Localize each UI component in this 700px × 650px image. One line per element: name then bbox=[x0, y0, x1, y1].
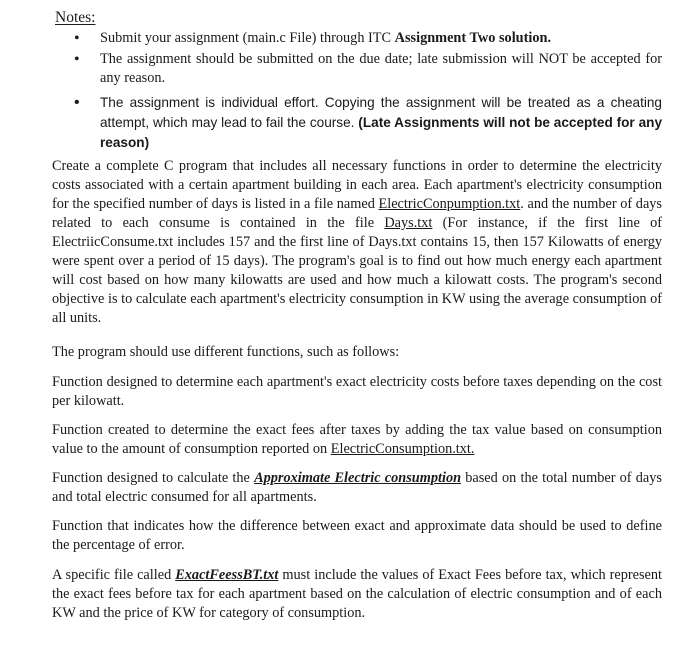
notes-heading: Notes: bbox=[55, 9, 96, 26]
output-file-paragraph bbox=[52, 566, 662, 623]
function-approximate bbox=[52, 469, 662, 507]
functions-intro: The program should use different functions, such as follows: bbox=[52, 344, 400, 360]
description-text-1: Create a complete C program that includes all necessary functions in order to determine the electricity costs associated with a certain apartment building in each area. Each apartment's electricity consumption for the specified number of days is listed in a file named bbox=[52, 158, 662, 212]
note-individual-bold: (Late Assignments will not be accepted for any reason) bbox=[100, 115, 663, 150]
days-filename: Days.txt bbox=[384, 215, 433, 231]
fees-after-tax-text: Function created to determine the exact fees after taxes by adding the tax value based on consumption value to the amount of consumption reported on bbox=[52, 422, 662, 457]
note-individual bbox=[72, 93, 662, 153]
note-individual-text: The assignment is individual effort. Copying the assignment will be treated as a cheating attempt, which may lead to fail the course. bbox=[100, 95, 662, 130]
exact-fees-filename: ExactFeessBT.txt bbox=[175, 567, 279, 583]
approximate-text-2: based on the total number of days and total electric consumed for all apartments. bbox=[52, 470, 662, 505]
function-exact-costs: Function designed to determine each apartment's exact electricity costs before taxes depending on the cost per kilowatt. bbox=[52, 374, 662, 409]
note-submit bbox=[72, 29, 662, 48]
description-text-3: (For instance, if the first line of ElectriicConsume.txt includes 157 and the first line of Days.txt contains 15, then 157 Kilowatts of energy were spent over a period of 15 days). The program's goal is to find out how much energy each apartment will cost based on how many kilowatts are used and how much a kilowatt costs. The program's second objective is to calculate each apartment's electricity consumption in KW using the average consumption of all units. bbox=[52, 215, 662, 326]
consumption-filename: ElectricConpumption.txt bbox=[378, 196, 521, 212]
note-due-date bbox=[72, 50, 662, 88]
approximate-emphasis: Approximate Electric consumption bbox=[254, 470, 462, 486]
note-due-date-text: The assignment should be submitted on the due date; late submission will NOT be accepted for any reason. bbox=[100, 51, 662, 86]
description-paragraph bbox=[52, 157, 662, 328]
function-fees-after-tax bbox=[52, 421, 662, 459]
output-file-text-1: A specific file called bbox=[52, 567, 176, 583]
note-submit-text: Submit your assignment (main.c File) through ITC bbox=[100, 30, 395, 46]
notes-list bbox=[72, 29, 662, 153]
consumption-file-reference: ElectricConsumption.txt. bbox=[330, 441, 475, 457]
description-text-2: . and the number of days related to each consume is contained in the file bbox=[52, 196, 662, 231]
function-error-percentage: Function that indicates how the difference between exact and approximate data should be used to define the percentage of error. bbox=[52, 518, 662, 553]
approximate-text-1: Function designed to calculate the bbox=[52, 470, 255, 486]
note-submit-bold: Assignment Two solution. bbox=[394, 30, 552, 46]
output-file-text-2: must include the values of Exact Fees before tax, which represent the exact fees before tax for each apartment based on the calculation of electric consumption and of each KW and the price of KW for category of consumption. bbox=[52, 567, 662, 621]
